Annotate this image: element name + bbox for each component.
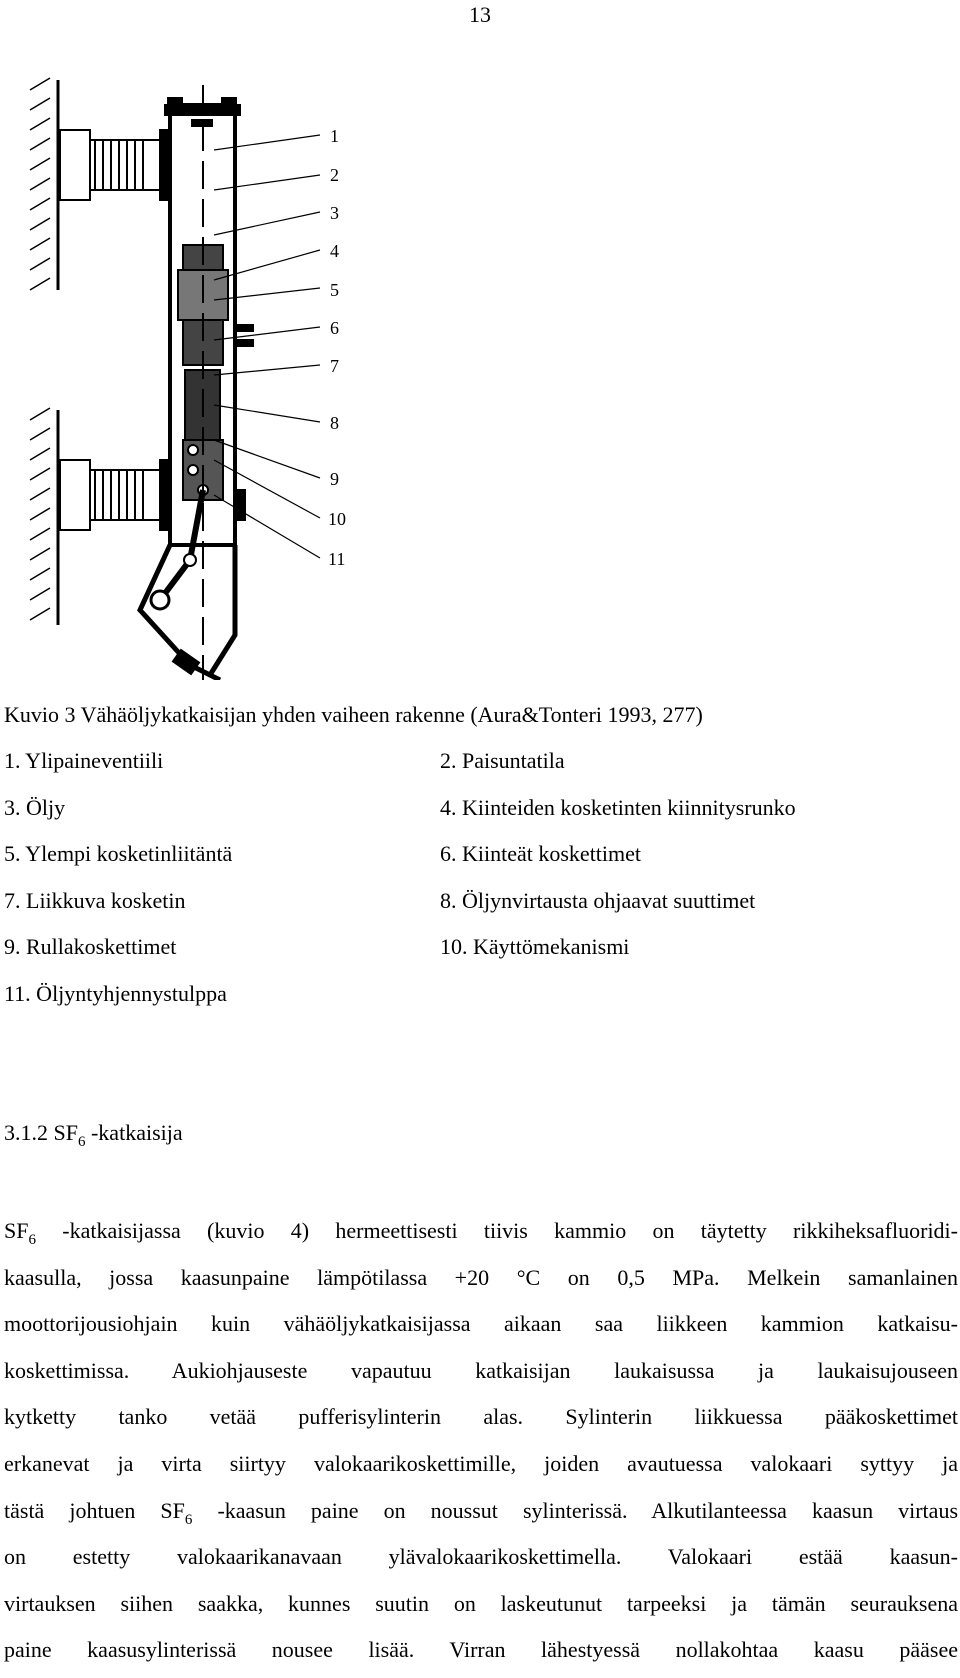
callout-6: 6 [330, 318, 339, 338]
legend-item: 6. Kiinteät koskettimet [440, 841, 642, 866]
legend-row [4, 748, 944, 795]
paragraph-line [4, 1488, 958, 1535]
paragraph-line [4, 1208, 958, 1255]
callout-9: 9 [330, 469, 339, 489]
legend-item: 7. Liikkuva kosketin [4, 887, 186, 913]
breaker-diagram [0, 40, 960, 680]
subscript: 6 [184, 1511, 193, 1528]
callout-11: 11 [328, 549, 346, 569]
callout-5: 5 [330, 280, 339, 300]
paragraph-line: kaasulla, jossa kaasunpaine lämpötilassa +20 °C on 0,5 MPa. Melkein samanlainen [4, 1264, 958, 1290]
paragraph-line: on estetty valokaarikanavaan ylävalokaarikoskettimella. Valokaari estää kaasun- [4, 1544, 958, 1570]
callout-7: 7 [330, 356, 339, 376]
legend-item: 11. Öljyntyhjennystulppa [4, 980, 227, 1006]
callout-8: 8 [330, 413, 339, 433]
figure-caption: Kuvio 3 Vähäöljykatkaisijan yhden vaiheen rakenne (Aura&Tonteri 1993, 277) [4, 702, 703, 727]
section-number: 3.1.2 [4, 1120, 48, 1145]
legend-item: 4. Kiinteiden kosketinten kiinnitysrunko [440, 794, 796, 820]
subscript: 6 [28, 1232, 36, 1248]
legend-item: 2. Paisuntatila [440, 748, 565, 773]
legend-row [4, 795, 944, 842]
wall-bottom [30, 408, 58, 625]
legend-item: 8. Öljynvirtausta ohjaavat suuttimet [440, 887, 756, 913]
callout-2: 2 [330, 165, 339, 185]
sf-text: SF [53, 1120, 78, 1145]
heading-text: -katkaisija [85, 1120, 183, 1145]
callout-3: 3 [330, 203, 339, 223]
sf-text: SF [4, 1218, 29, 1243]
paragraph-line: virtauksen siihen saakka, kunnes suutin on laskeutunut tarpeeksi ja tämän seurauksena [4, 1590, 958, 1616]
paragraph-line: paine kaasusylinterissä nousee lisää. Virran lähestyessä nollakohtaa kaasu pääsee [4, 1637, 958, 1663]
legend-item: 9. Rullakoskettimet [4, 934, 177, 959]
paragraph-line: moottorijousiohjain kuin vähäöljykatkaisijassa aikaan saa liikkeen kammion katkaisu- [4, 1311, 958, 1337]
legend-item: 3. Öljy [4, 794, 66, 820]
body-paragraph [4, 1208, 958, 1674]
legend-item: 10. Käyttömekanismi [440, 934, 630, 959]
paragraph-line: kytketty tanko vetää pufferisylinterin alas. Sylinterin liikkuessa pääkoskettimet [4, 1404, 958, 1430]
paragraph-line: koskettimissa. Aukiohjauseste vapautuu katkaisijan laukaisussa ja laukaisujouseen [4, 1357, 958, 1383]
line-text: -kaasun paine on noussut sylinterissä. Alkutilanteessa kaasun virtaus [192, 1497, 958, 1523]
legend-row [4, 841, 944, 888]
wall-top [30, 78, 58, 290]
section-heading [4, 1120, 183, 1150]
callout-10: 10 [328, 509, 346, 529]
legend-row [4, 981, 944, 1028]
legend-item: 1. Ylipaineventiili [4, 748, 164, 773]
paragraph-line: erkanevat ja virta siirtyy valokaarikoskettimille, joiden avautuessa valokaari syttyy ja [4, 1450, 958, 1476]
callout-1: 1 [330, 126, 339, 146]
figure-legend [4, 748, 944, 1027]
legend-row [4, 888, 944, 935]
page-number: 13 [469, 2, 491, 27]
line-text: tästä johtuen [4, 1497, 161, 1523]
legend-item: 5. Ylempi kosketinliitäntä [4, 841, 233, 866]
legend-row [4, 934, 944, 981]
line-text: -katkaisijassa (kuvio 4) hermeettisesti tiivis kammio on täytetty rikkiheksafluoridi- [35, 1218, 958, 1243]
callout-4: 4 [330, 241, 339, 261]
subscript: 6 [77, 1134, 86, 1150]
sf-text: SF [160, 1497, 185, 1523]
